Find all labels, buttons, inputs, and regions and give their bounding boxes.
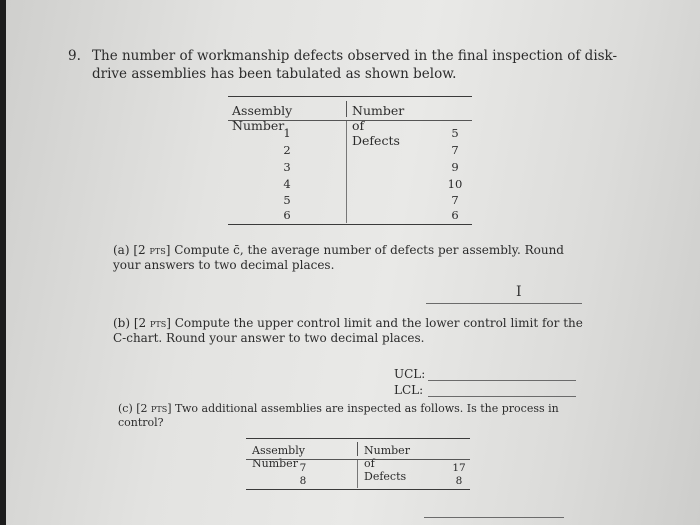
- question-text: The number of workmanship defects observed in the final inspection of disk-drive assemblies has been tabulated as shown below.: [92, 48, 618, 82]
- part-b-points: [2 pts]: [133, 316, 171, 330]
- lcl-label: LCL:: [394, 383, 424, 397]
- table-cell: 7: [451, 193, 459, 207]
- header-assembly-number: Assembly Number: [252, 444, 305, 470]
- table-cell: 6: [451, 208, 459, 222]
- table-cell: 7: [299, 462, 307, 474]
- header-number-of-defects: Number of Defects: [364, 444, 410, 483]
- header-divider: [357, 442, 358, 456]
- answer-line-a[interactable]: [426, 303, 582, 304]
- header-number-of-defects: Number of Defects: [352, 103, 405, 148]
- part-a-label: (a): [113, 243, 130, 257]
- table-cell: 8: [299, 475, 307, 487]
- table-cell: 2: [283, 143, 291, 157]
- part-b-label: (b): [113, 316, 131, 330]
- text-cursor-icon: I: [516, 284, 522, 300]
- part-c-label: (c): [118, 402, 133, 415]
- answer-line-c[interactable]: [424, 517, 564, 518]
- table-cell: 17: [452, 462, 466, 474]
- header-divider: [346, 101, 347, 117]
- table-header-rule: [228, 120, 472, 121]
- table-top-rule: [228, 96, 472, 97]
- ucl-label: UCL:: [394, 367, 426, 381]
- table-header-rule: [246, 459, 470, 460]
- lcl-answer-line[interactable]: [428, 396, 576, 397]
- column-divider: [357, 460, 358, 488]
- part-b-text: Compute the upper control limit and the lower control limit for the C-chart. Round your answer to two decimal places.: [113, 316, 583, 345]
- question-number: 9.: [68, 48, 81, 64]
- part-a-text: Compute c̄, the average number of defects per assembly. Round your answers to two decimal places.: [113, 243, 564, 272]
- table-cell: 3: [283, 160, 291, 174]
- table-cell: 7: [451, 143, 459, 157]
- table-cell: 10: [447, 177, 463, 191]
- table-cell: 9: [451, 160, 459, 174]
- part-c-text: Two additional assemblies are inspected as follows. Is the process in control?: [118, 402, 559, 429]
- table-cell: 1: [283, 126, 291, 140]
- part-c-points: [2 pts]: [136, 402, 172, 415]
- column-divider: [346, 121, 347, 223]
- header-assembly-number: Assembly Number: [232, 103, 293, 133]
- part-a-points: [2 pts]: [133, 243, 171, 257]
- ucl-answer-line[interactable]: [428, 380, 576, 381]
- table-top-rule: [246, 438, 470, 439]
- table-cell: 5: [283, 193, 291, 207]
- document-page: [6, 0, 700, 525]
- table-bottom-rule: [228, 224, 472, 225]
- table-cell: 8: [455, 475, 463, 487]
- table-cell: 5: [451, 126, 459, 140]
- table-bottom-rule: [246, 489, 470, 490]
- table-cell: 6: [283, 208, 291, 222]
- table-cell: 4: [283, 177, 291, 191]
